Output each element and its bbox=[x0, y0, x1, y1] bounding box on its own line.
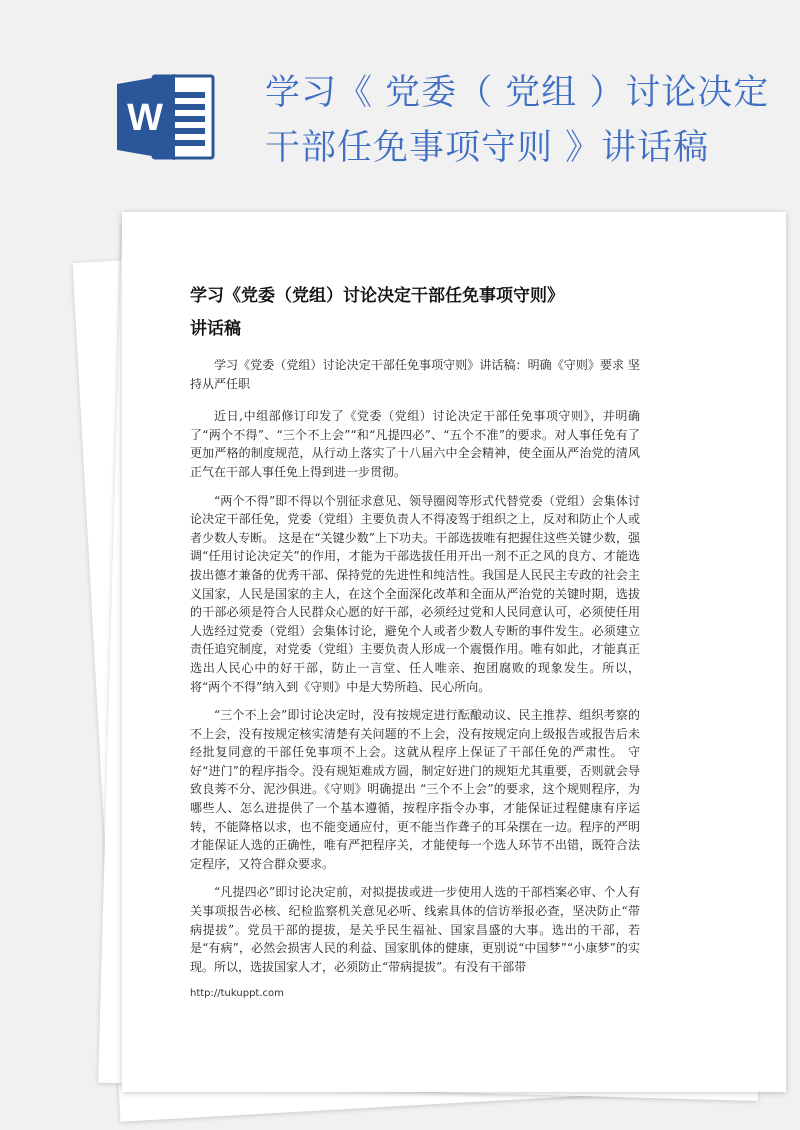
document-body bbox=[190, 356, 640, 986]
word-logo-letter: W bbox=[127, 97, 163, 139]
document-title-line-1: 学习《党委（党组）讨论决定干部任免事项守则》 bbox=[190, 286, 564, 306]
document-title-line-2: 讲话稿 bbox=[190, 319, 241, 339]
banner-title-line-1: 学习《 党委（ 党组 ）讨论决定 bbox=[265, 73, 770, 113]
document-subtitle: 学习《党委（党组）讨论决定干部任免事项守则》讲话稿：明确《守则》要求 坚持从严任职 bbox=[190, 358, 640, 391]
document-title bbox=[190, 280, 690, 346]
banner-title-line-2: 干部任免事项守则 》讲话稿 bbox=[265, 128, 710, 168]
word-document-icon bbox=[117, 72, 217, 162]
banner-title bbox=[265, 66, 785, 176]
document-footer-url: http://tukuppt.com bbox=[190, 988, 284, 999]
body-paragraph: “三个不上会”即讨论决定时，没有按规定进行酝酿动议、民主推荐、组织考察的不上会，没有按规定核实清楚有关问题的不上会，没有按规定向上级报告或报告后未经批复同意的干部任免事项不上会。这就从程序上保证了干部任免的严肃性。 守好“进门”的程序指令。没有规矩难成方圆，制定好进门的规矩尤其重要，否则就会导致良莠不分、泥沙俱进。《守则》明确提出 “三个不上会”的要求，这个规则程序，为哪些人、怎么进提供了一个基本遵循，按程序指令办事，才能保证过程健康有序运转，不能降格以求，也不能变通应付，更不能当作聋子的耳朵摆在一边。程序的严明才能保证人选的正确性，唯有严把程序关，才能使每一个选人环节不出错，既符合法定程序，又符合群众要求。 bbox=[190, 708, 640, 871]
body-paragraph: “两个不得”即不得以个别征求意见、领导圈阅等形式代替党委（党组）会集体讨论决定干部任免，党委（党组）主要负责人不得凌驾于组织之上，反对和防止个人或者少数人专断。 这是在“关键少数”上下功夫。干部选拔唯有把握住这些关键少数，强调“任用讨论决定关”的作用，才能为干部选拔任用开出一剂不正之风的良方、才能选拔出德才兼备的优秀干部、保持党的先进性和纯洁性。我国是人民民主专政的社会主义国家，人民是国家的主人，在这个全面深化改革和全面从严治党的关键时期，选拔的干部必须是符合人民群众心愿的好干部，必须经过党和人民同意认可，必须使任用人选经过党委（党组）会集体讨论，避免个人或者少数人专断的事件发生。必须建立责任追究制度，对党委（党组）主要负责人形成一个震慑作用。唯有如此，才能真正选出人民心中的好干部，防止一言堂、任人唯亲、抱团腐败的现象发生。所以，将“两个不得”纳入到《守则》中是大势所趋、民心所向。 bbox=[190, 493, 640, 694]
body-paragraph: 近日,中组部修订印发了《党委（党组）讨论决定干部任免事项守则》，并明确了“两个不得”、“三个不上会”“和“凡提四必”、“五个不准”的要求。对人事任免有了更加严格的制度规范，从行动上落实了十八届六中全会精神，使全面从严治党的清风正气在干部人事任免上得到进一步贯彻。 bbox=[190, 409, 640, 479]
body-paragraph: “凡提四必”即讨论决定前，对拟提拔或进一步使用人选的干部档案必审、个人有关事项报告必核、纪检监察机关意见必听、线索具体的信访举报必查，坚决防止“带病提拔”。党员干部的提拔，是关乎民生福祉、国家昌盛的大事。选出的干部，若是“有病”，必然会损害人民的利益、国家肌体的健康，更别说“中国梦”“小康梦”的实现。所以，选拔国家人才，必须防止“带病提拔”。有没有干部带 bbox=[190, 885, 640, 974]
